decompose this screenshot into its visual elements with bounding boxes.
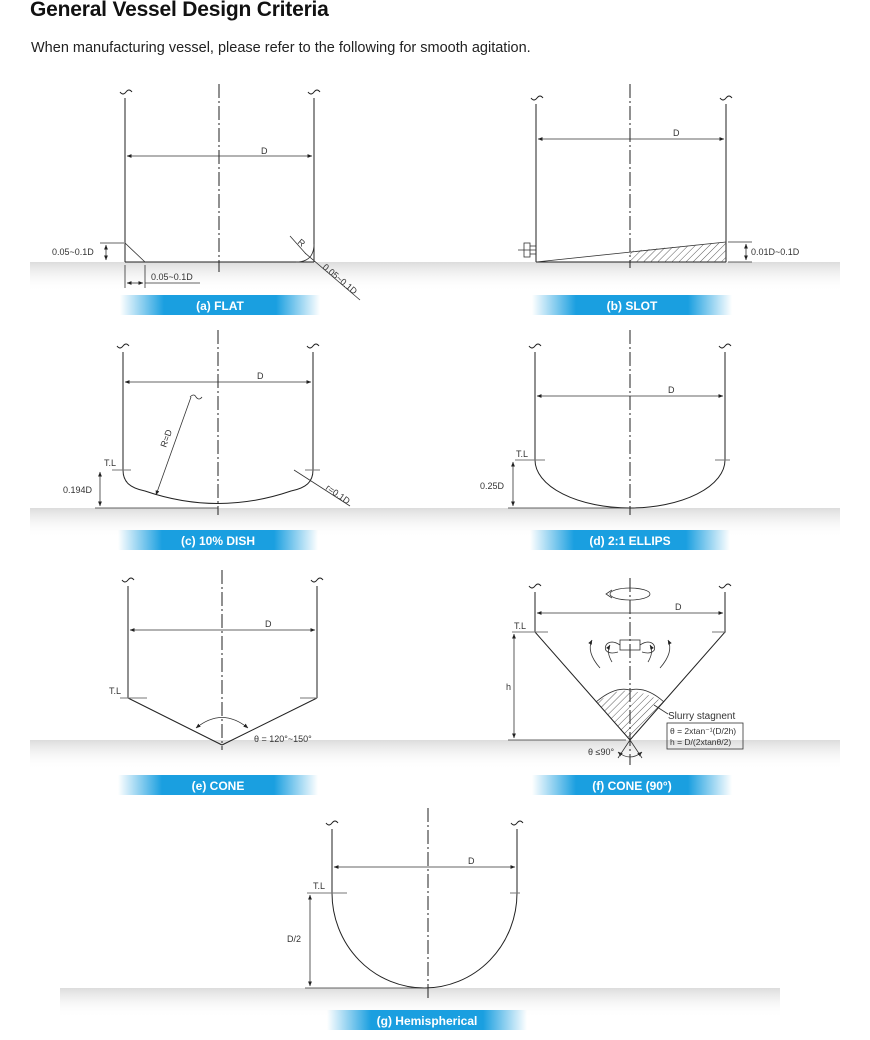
slot-dim-slope: 0.01D~0.1D [751,247,800,257]
vessel-cone90 [450,578,840,795]
cone-label: (e) CONE [191,779,245,793]
flat-dim-corner: 0.05~0.1D [320,261,360,297]
cone90-tl: T.L [514,621,527,631]
flat-dim-width: 0.05~0.1D [151,272,193,282]
dish-label: (c) 10% DISH [180,534,256,548]
flat-dim-d: D [261,146,268,156]
ellips-dim-height: 0.25D [480,481,505,491]
hemi-label: (g) Hemispherical [376,1014,478,1028]
dish-dim-r: r=0.1D [323,482,352,507]
ellips-label: (d) 2:1 ELLIPS [589,534,671,548]
floor-shadow [450,740,840,770]
page-title: General Vessel Design Criteria [30,0,329,21]
cone-dim-d: D [265,619,272,629]
flat-label: (a) FLAT [196,299,244,313]
vessel-slot [450,84,840,315]
page-subtitle: When manufacturing vessel, please refer to the following for smooth agitation. [31,40,531,56]
dish-dim-d: D [257,371,264,381]
slot-dim-d: D [673,128,680,138]
vessel-cone [30,570,450,795]
floor-shadow [30,740,450,770]
slot-label: (b) SLOT [606,299,658,313]
ellips-tl: T.L [516,449,529,459]
vessel-dish [30,330,450,550]
cone90-label: (f) CONE (90°) [592,779,672,793]
dish-dim-rd: R=D [158,428,175,449]
floor-shadow [450,262,840,292]
cone90-formula2: h = D/(2xtanθ/2) [670,737,732,747]
cone90-formula1: θ = 2xtan⁻¹(D/2h) [670,726,737,736]
cone90-angle: θ ≤90° [588,747,615,757]
flat-dim-r: R [295,236,308,249]
vessel-ellips [450,330,840,550]
flat-dim-height: 0.05~0.1D [52,247,94,257]
cone90-dim-h: h [506,682,512,692]
dish-tl: T.L [104,458,117,468]
cone-tl: T.L [109,686,122,696]
cone90-dim-d: D [675,602,682,612]
vessel-hemi [60,808,780,1030]
ellips-dim-d: D [668,385,675,395]
dish-dim-height: 0.194D [63,485,93,495]
floor-shadow [30,262,450,292]
cone-angle: θ = 120°~150° [254,734,312,744]
vessel-flat [30,84,450,315]
hemi-tl: T.L [313,881,326,891]
hemi-dim-height: D/2 [287,934,302,944]
hemi-dim-d: D [468,856,475,866]
cone90-slurry: Slurry stagnent [668,711,736,722]
